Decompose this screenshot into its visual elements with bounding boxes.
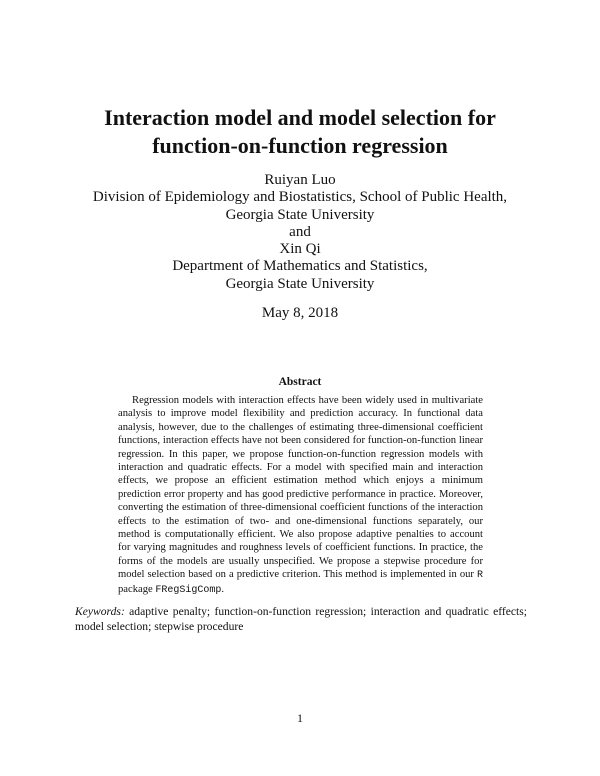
keywords-label: Keywords: [75,605,125,618]
title-line-2: function-on-function regression [152,133,448,158]
abstract-heading: Abstract [278,376,322,388]
keywords-block [75,605,527,634]
page-number: 1 [297,711,303,725]
author-block [40,172,560,293]
abstract-body [118,394,483,597]
author-2-affiliation-line-2: Georgia State University [225,275,375,292]
author-1-affiliation-line-2: Georgia State University [225,206,375,223]
keywords-text: adaptive penalty; function-on-function regression; interaction and quadratic effects; model selection; stepwise procedure [75,605,527,633]
abstract-text-main: Regression models with interaction effects have been widely used in multivariate analysis to improve model flexibility and prediction accuracy. In functional data analysis, however, due to the challenges of estimating three-dimensional coefficient functions, interaction effects have not been considered for function-on-function linear regression. In this paper, we propose function-on-function regression models with interaction and quadratic effects. For a model with specified main and interaction effects, we propose an efficient estimation method which enjoys a minimum prediction error property and has good predictive performance in practice. Moreover, converting the estimation of three-dimensional coefficient functions of the interaction effects to the estimation of two- and one-dimensional functions separately, our method is computationally efficient. We also propose adaptive penalties to account for varying magnitudes and roughness levels of coefficient functions. In practice, the forms of the models are usually unspecified. We propose a stepwise procedure for model selection based on a predictive criterion. This method is implemented in our [118,395,483,581]
abstract-code-package: FRegSigComp [155,584,222,596]
author-2-affiliation-line-1: Department of Mathematics and Statistics, [172,258,428,275]
author-1-name: Ruiyan Luo [264,172,336,188]
paper-title [60,104,540,160]
paper-date: May 8, 2018 [261,305,339,321]
abstract-text-package: package [118,583,156,595]
abstract-text-end: . [221,583,225,595]
abstract-code-r: R [476,570,483,582]
author-conjunction: and [289,223,311,240]
title-line-1: Interaction model and model selection for [104,105,496,130]
author-2-name: Xin Qi [279,241,321,258]
author-1-affiliation-line-1: Division of Epidemiology and Biostatistics, School of Public Health, [92,189,508,206]
